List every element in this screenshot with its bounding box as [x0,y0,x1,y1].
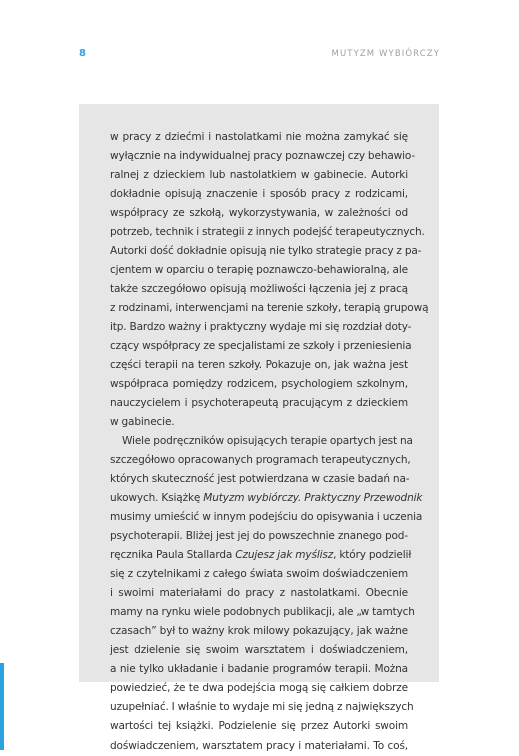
text-line: szczegółowo opracowanych programach terapeutycznych, [110,454,411,467]
text-line: się z czytelnikami z całego świata swoim doświadczeniem [110,568,408,581]
text-line: w pracy z dziećmi i nastolatkami nie można zamykać się [110,131,408,143]
text-line: doświadczeniem, warsztatem pracy i materiałami. To coś, [110,739,408,752]
page-number: 8 [79,48,86,59]
text-line: wartości tej książki. Podzielenie się przez Autorki swoim [110,720,408,733]
text-line: także szczegółowo opisują możliwości łączenia jej z pracą [110,283,408,296]
text-fragment: ręcznika Paula Stallarda [110,549,236,562]
text-line: musimy umieścić w innym podejściu do opisywania i uczenia [110,511,423,524]
text-line: wyłącznie na indywidualnej pracy poznawczej czy behawio- [110,150,416,163]
text-line: powiedzieć, że te dwa podejścia mogą się całkiem dobrze [110,682,408,695]
book-title-italic: Mutyzm wybiórczy. Praktyczny Przewodnik [203,492,423,505]
text-line: jest dzielenie się swoim warsztatem i doświadczeniem, [110,644,408,657]
text-line: a nie tylko układanie i badanie programów terapii. Można [110,663,408,676]
text-line [110,489,423,508]
text-line: Wiele podręczników opisujących terapie opartych jest na [122,435,413,448]
text-fragment: ukowych. Książkę [110,492,204,505]
page-header [0,48,519,64]
text-line: nauczycielem i psychoterapeutą pracującym z dzieckiem [110,397,408,410]
text-line: potrzeb, technik i strategii z innych podejść terapeutycznych. [110,226,425,239]
body-text [110,128,429,756]
text-line: czasach” był to ważny krok milowy pokazujący, jak ważne [110,625,408,638]
text-line: mamy na rynku wiele podobnych publikacji, ale „w tamtych [110,606,415,619]
text-line: Autorki dość dokładnie opisują nie tylko strategie pracy z pa- [110,245,422,258]
text-line: ralnej z dzieckiem lub nastolatkiem w gabinecie. Autorki [110,169,408,182]
page-edge-marker [0,663,4,750]
text-line: których skuteczność jest potwierdzana w czasie badań na- [110,473,410,486]
text-line: części terapii na teren szkoły. Pokazuje on, jak ważna jest [110,359,408,372]
text-line: dokładnie opisują znaczenie i sposób pracy z rodzicami, [110,188,408,201]
running-head: MUTYZM WYBIÓRCZY [331,49,440,59]
text-line: cjentem w oparciu o terapię poznawczo-behawioralną, ale [110,264,408,277]
text-line: z rodzinami, interwencjami na terenie szkoły, terapią grupową [110,302,429,315]
text-line: i swoimi materiałami do pracy z nastolatkami. Obecnie [110,587,408,600]
text-line: współpracy ze szkołą, wykorzystywania, w zależności od [110,207,408,220]
text-line: czący współpracy ze specjalistami ze szkoły i przeniesienia [110,340,412,353]
text-box [79,104,439,752]
text-line: w gabinecie. [110,416,175,429]
text-line: uzupełniać. I właśnie to wydaje mi się jedną z największych [110,701,414,714]
text-line: współpraca pomiędzy rodzicem, psychologiem szkolnym, [110,378,408,391]
text-line [110,546,412,565]
text-line: itp. Bardzo ważny i praktyczny wydaje mi się rozdział doty- [110,321,412,334]
text-line: psychoterapii. Bliżej jest jej do powszechnie znanego pod- [110,530,408,543]
book-title-italic: Czujesz jak myślisz [235,549,334,562]
text-fragment: , który podzielił [333,549,412,562]
